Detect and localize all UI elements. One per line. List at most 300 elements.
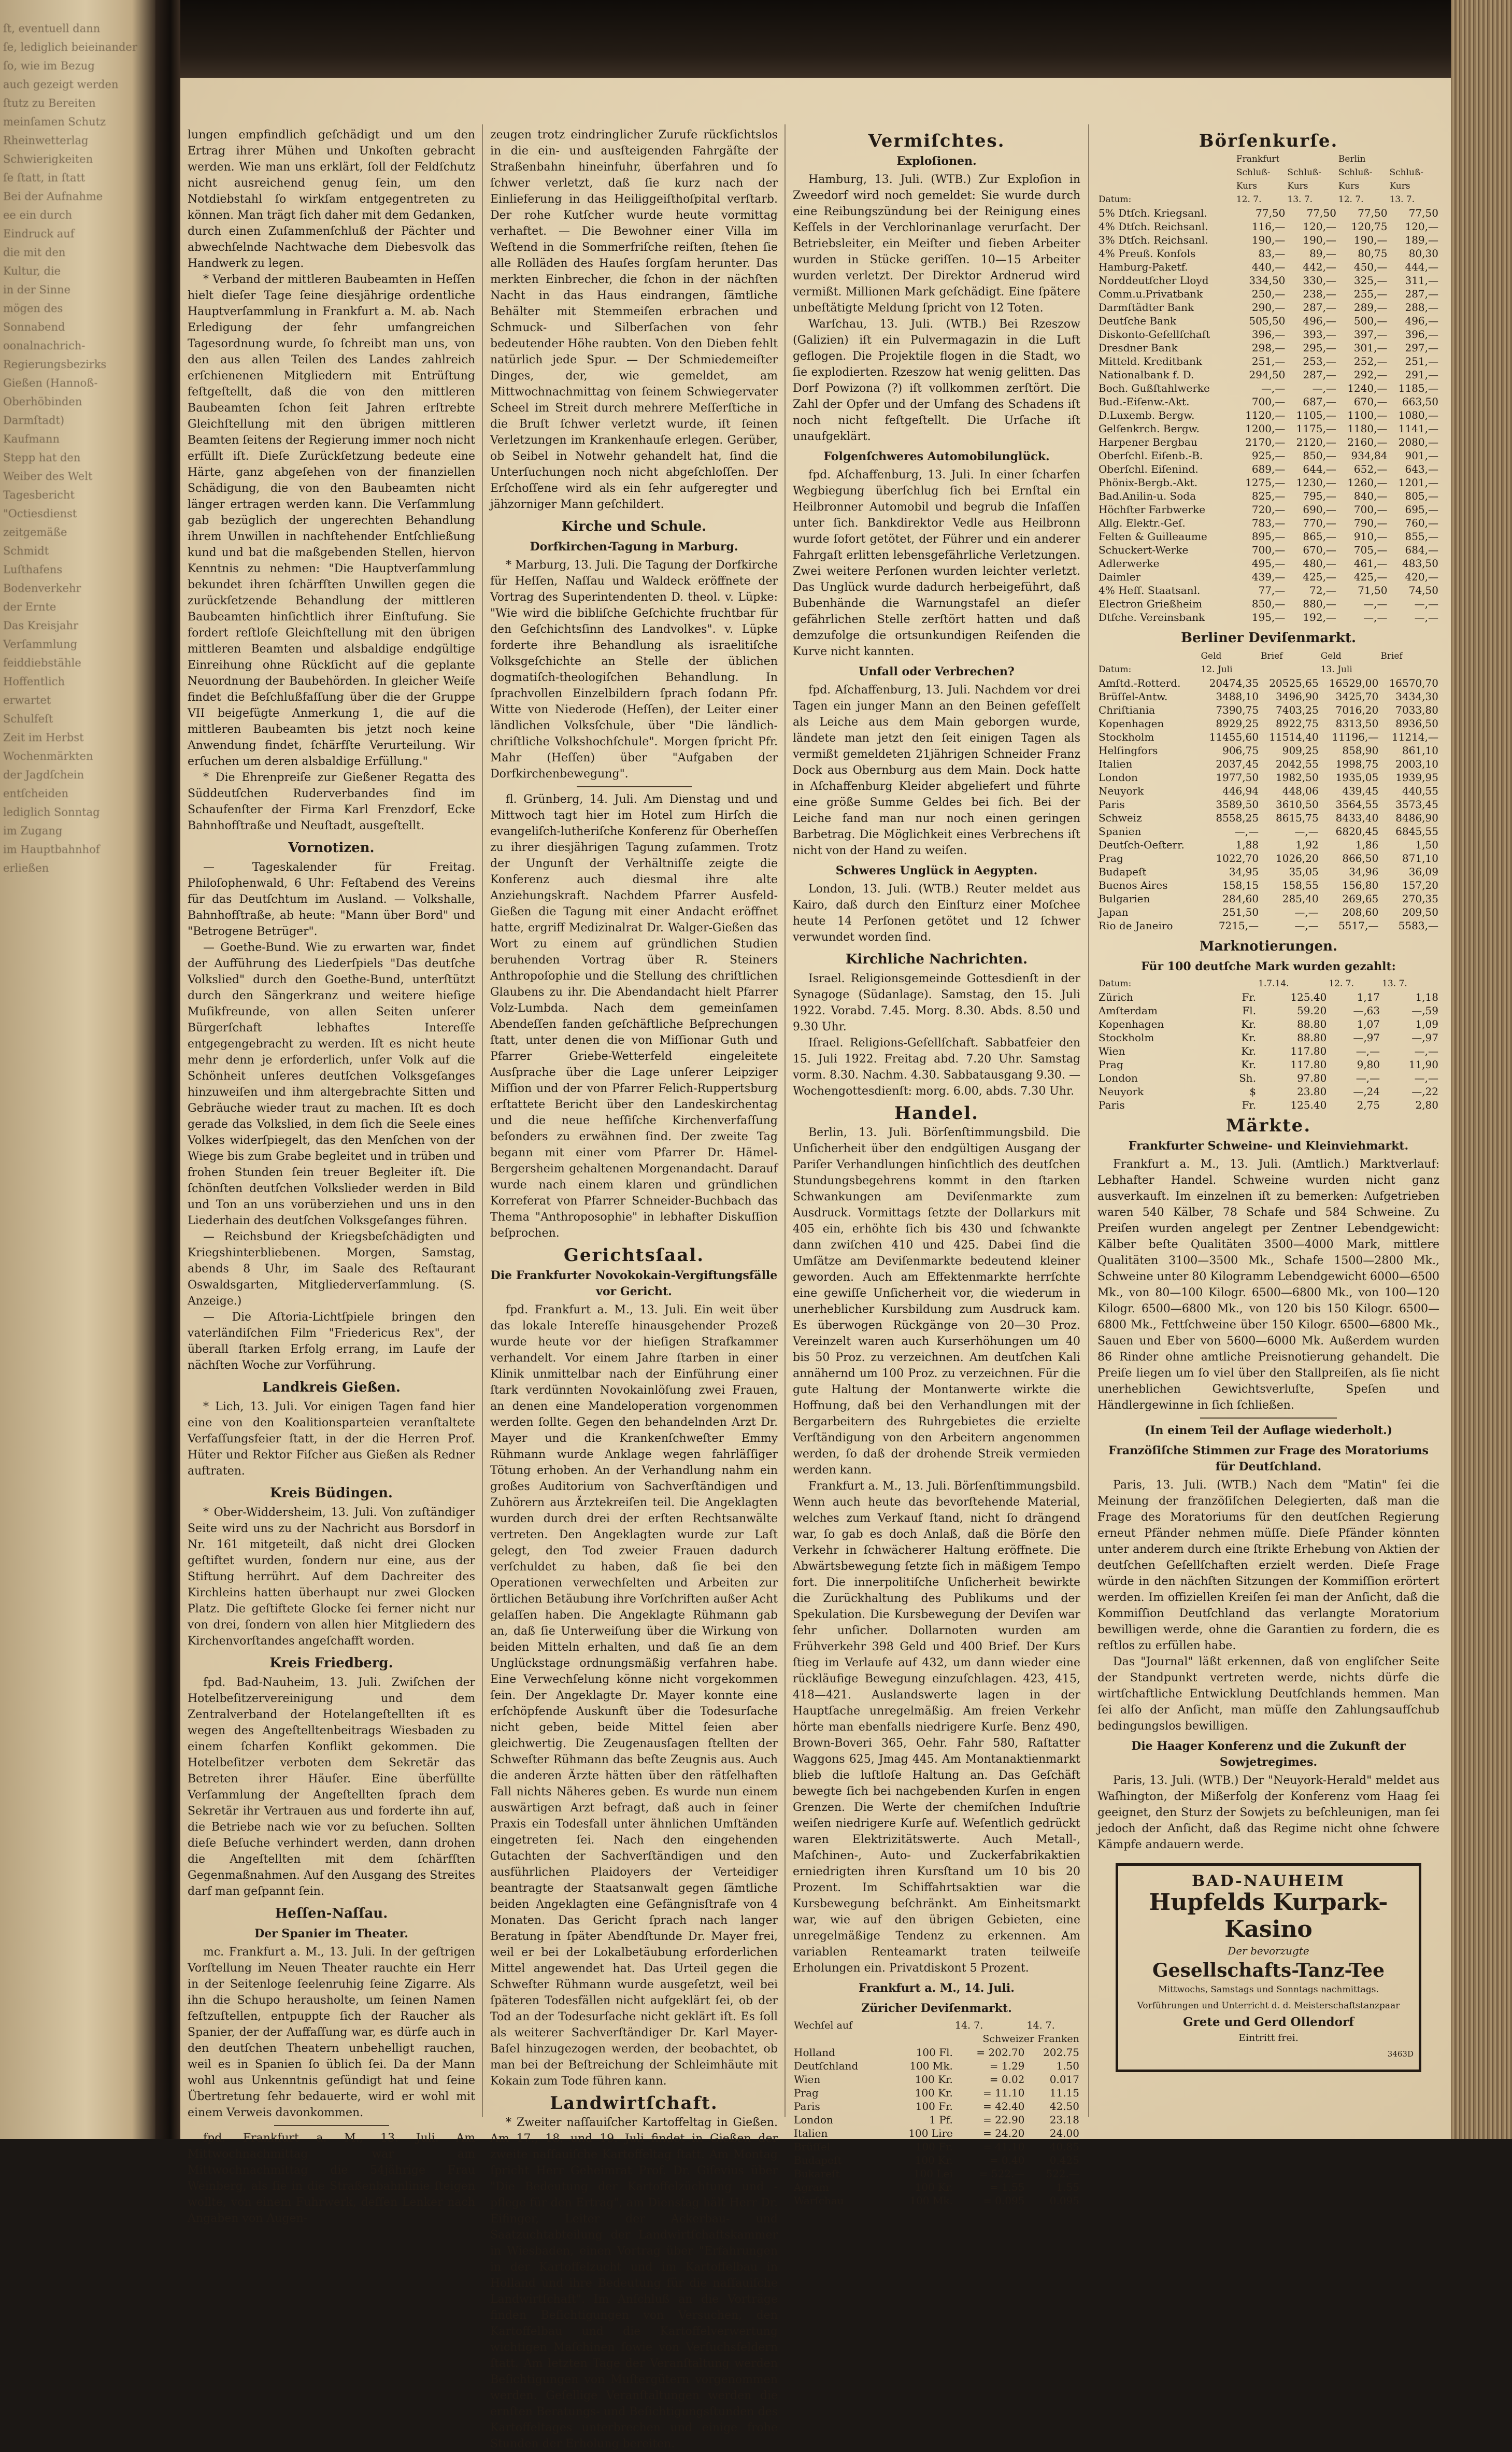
table-cell: Wien	[794, 2073, 821, 2086]
book-gutter	[155, 0, 180, 2139]
separator	[577, 786, 692, 787]
table-cell: 100 Lire	[908, 2127, 953, 2139]
table-cell: 252,—	[1353, 355, 1388, 367]
previous-page-line: Das Kreisjahr	[3, 619, 79, 632]
table-cell: 3488,10	[1216, 690, 1259, 703]
table-cell: —,—	[1414, 611, 1438, 623]
table-cell: Prag	[794, 2087, 819, 2099]
table-cell: 40.85	[1049, 2141, 1079, 2153]
table-cell: 284,60	[1222, 892, 1259, 905]
table-cell: Brüſſel-Antw.	[1099, 690, 1168, 703]
table-cell: Budapeſt	[1099, 866, 1147, 878]
table-cell: 1977,50	[1216, 771, 1259, 784]
table-cell: 1141,—	[1398, 422, 1438, 435]
table-cell: Neuyork	[1099, 785, 1144, 797]
table-cell: 8558,25	[1216, 812, 1259, 824]
table-cell: 1080,—	[1398, 409, 1438, 421]
table-cell: Bulgarien	[1099, 892, 1150, 905]
stock-row	[1097, 476, 1439, 489]
table-cell: 74,50	[1408, 584, 1438, 597]
previous-page-line: im Zugang	[3, 825, 63, 837]
table-cell: Prag	[1099, 1058, 1123, 1071]
table-cell: 1185,—	[1398, 382, 1438, 394]
article-paragraph: * Marburg, 13. Juli. Die Tagung der Dorfkirche für Heſſen, Naſſau und Waldeck eröffnete der Vortrag des Superintendenten D. theol. v. Lüpke: "Wie wird die bibliſche Geſchichte fruchtbar für den Geſchichtsſinn des Landvolkes". v. Lüpke forderte ihre Behandlung als israelitiſche Volksgeſchichte an Stelle der üblichen dogmatiſch-theologiſchen Behandlung. In ſprachvollen Einzelbildern ſprach ſodann Pfr. Witte von Niederode (Heſſen), der Leiter einer ländlichen Volksſchule, über "Die ländlich-chriſtliche Volkshochſchule". Morgen ſpricht Pfr. Mahr (Heſſen) über "Aufgaben der Dorfkirchenbewegung".	[490, 559, 778, 781]
article-heading: Frankfurt a. M., 14. Juli.	[859, 1981, 1015, 1995]
table-cell: 11,90	[1408, 1058, 1438, 1071]
table-cell: Bud.-Eiſenw.-Akt.	[1099, 395, 1190, 408]
article-paragraph: Warſchau, 13. Juli. (WTB.) Bei Rzeszow (Galizien) iſt ein Pulvermagazin in die Luft geflogen. Die Projektile flogen in die Stadt, wo ſie explodierten. Rzeszow hat wenig gelitten. Das Dorf Powizona (?) iſt vollkommen zerſtört. Die Zahl der Opfer und der Umfang des Schadens iſt noch nicht feſtgeſtellt. Die Urſache iſt unaufgeklärt.	[793, 318, 1080, 443]
stock-row	[1097, 301, 1439, 314]
table-header: Geld	[1201, 651, 1222, 661]
table-cell: = 11.10	[983, 2087, 1025, 2099]
exchange-row	[1097, 730, 1439, 744]
table-cell: 1200,—	[1245, 422, 1286, 435]
exchange-row	[1097, 865, 1439, 878]
stock-row	[1097, 449, 1439, 462]
previous-page-line: entſcheiden	[3, 787, 68, 800]
table-cell: 8922,75	[1276, 717, 1319, 730]
table-cell: 190,—	[1251, 234, 1286, 246]
previous-page-line: Zeit im Herbst	[3, 731, 84, 744]
table-cell: —,97	[1353, 1031, 1380, 1044]
table-cell: 100 Fl.	[916, 2046, 953, 2059]
exchange-row	[793, 2046, 1080, 2059]
mark-row	[1097, 1098, 1439, 1112]
table-cell: 700,—	[1251, 395, 1286, 408]
table-cell: 790,—	[1353, 517, 1388, 529]
table-header: Schluß-	[1389, 167, 1424, 178]
table-cell: 42.50	[1049, 2100, 1079, 2113]
table-cell: —,24	[1353, 1085, 1380, 1098]
table-cell: 670,—	[1303, 544, 1336, 556]
table-cell: 34,95	[1229, 866, 1259, 878]
table-cell: 2120,—	[1296, 436, 1336, 448]
table-cell: 8936,50	[1395, 717, 1438, 730]
exchange-row	[1097, 905, 1439, 919]
article-paragraph: * Die Ehrenpreiſe zur Gießener Regatta des Süddeutſchen Ruderverbandes ſind im Schaufenſter der Firma Karl Frenzdorf, Ecke Bahnhofſtraße und Neuſtadt, ausgeſtellt.	[188, 771, 475, 832]
mark-row	[1097, 1085, 1439, 1098]
table-cell: 11455,60	[1209, 731, 1259, 743]
table-cell: 425,—	[1303, 571, 1336, 583]
article-paragraph: Frankfurt a. M., 13. Juli. (Amtlich.) Marktverlauf: Lebhafter Handel. Schweine wurden nicht ganz ausverkauft. Im einzelnen iſt zu bemerken: Aufgetrieben waren 540 Kälber, 78 Schafe und 584 Schweine. Zu Preiſen wurden angelegt per Zentner Lebendgewicht: Kälber beſte Qualitäten 3500—4000 Mark, mittlere Qualitäten 3100—3500 Mk., Schafe 1500—2800 Mk., Schweine unter 80 Kilogramm Lebendgewicht 6000—6500 Mk., von 80—100 Kilogr. 6500—6800 Mk., von 100—120 Kilogr. 6500—6800 Mk., von 120 bis 150 Kilogr. 6500—6800 Mk., Fettſchweine über 150 Kilogr. 6500—6800 Mk., Sauen und Eber von 5600—6000 Mk. Außerdem wurden 86 Rinder ohne amtliche Preisnotierung gehandelt. Die Preiſe liegen um ſo viel über den Stallpreiſen, als ſie nicht unerheblichen Gewichtsverluſte, Speſen und Händlergewinne in ſich ſchließen.	[1097, 1158, 1439, 1412]
table-cell: 1180,—	[1347, 422, 1388, 435]
table-cell: = 202.70	[976, 2046, 1025, 2059]
previous-page-line: Sonnabend	[3, 321, 65, 333]
table-cell: 251,—	[1251, 355, 1286, 367]
table-cell: 251,—	[1405, 355, 1438, 367]
table-cell: 910,—	[1353, 530, 1388, 543]
table-cell: 7016,20	[1335, 704, 1379, 716]
table-header: Wechſel auf	[794, 2020, 853, 2031]
section-heading: Märkte.	[1225, 1115, 1311, 1136]
table-cell: 1,18	[1415, 991, 1438, 1003]
table-cell: = 522.—	[979, 2167, 1025, 2180]
table-cell: 3610,50	[1276, 798, 1319, 811]
exchange-row	[793, 2180, 1080, 2194]
table-cell: —,22	[1411, 1085, 1438, 1098]
table-cell: 8433,40	[1335, 812, 1379, 824]
table-cell: 1939,95	[1395, 771, 1438, 784]
stock-row	[1097, 260, 1439, 274]
table-cell: —,63	[1353, 1004, 1380, 1017]
table-cell: Harpener Bergbau	[1099, 436, 1197, 448]
table-cell: 1.55	[1056, 2181, 1079, 2193]
table-cell: 695,—	[1405, 503, 1438, 516]
table-cell: Electron Grießheim	[1099, 598, 1203, 610]
table-header-row	[1097, 977, 1439, 990]
table-cell: 1998,75	[1335, 758, 1379, 770]
table-cell: 500,—	[1353, 315, 1388, 327]
article-heading: Der Spanier im Theater.	[254, 1927, 408, 1940]
table-cell: 209,50	[1402, 906, 1438, 918]
table-cell: —,—	[1294, 906, 1319, 918]
stock-row	[1097, 220, 1439, 233]
table-cell: 195,—	[1251, 611, 1286, 623]
previous-page-line: der Jagdſchein	[3, 769, 84, 781]
exchange-row	[1097, 892, 1439, 905]
table-cell: 80,75	[1358, 247, 1388, 260]
table-cell: Stockholm	[1099, 1031, 1154, 1044]
table-cell: 3434,30	[1395, 690, 1438, 703]
table-cell: —,—	[1363, 598, 1388, 610]
table-cell: —,—	[1261, 382, 1286, 394]
table-cell: 495,—	[1251, 557, 1286, 570]
previous-page-line: Wochenmärkten	[3, 750, 93, 762]
table-cell: 100 Lei	[913, 2167, 953, 2180]
article-paragraph: London, 13. Juli. (WTB.) Reuter meldet aus Kairo, daß durch den Einſturz einer Moſchee heute 14 Perſonen getötet und 12 ſchwer verwundet worden ſind.	[793, 883, 1080, 944]
table-cell: —,—	[1414, 1072, 1438, 1084]
exchange-row	[1097, 919, 1439, 932]
table-cell: Deutſche Bank	[1099, 315, 1177, 327]
article-heading: Frankfurter Schweine- und Kleinviehmarkt.	[1128, 1139, 1409, 1153]
stock-row	[1097, 584, 1439, 597]
table-cell: 20474,35	[1209, 677, 1259, 689]
previous-page-line: Rheinwetterlag	[3, 134, 89, 147]
table-cell: 7215,—	[1218, 919, 1259, 932]
article-paragraph: fpd. Frankfurt a. M., 13. Juli. Ein weit über das lokale Intereſſe hinausgehender Prozeß wurde heute vor der hieſigen Strafkammer verhandelt. Vor einem Jahre ſtarben in einer Klinik unmittelbar nach der Einführung einer ſtark verdünnten Novokainlöſung zwei Frauen, an denen eine Mandeloperation vorgenommen werden ſollte. Gegen den behandelnden Arzt Dr. Mayer und die Krankenſchweſter Emmy Rühmann wurde Anklage wegen fahrläſſiger Tötung erhoben. An der Verhandlung nahm ein großes Auditorium von Sachverſtändigen und Zuhörern aus Ärztekreiſen teil. Die Angeklagten wurden durch drei der erſten Rechtsanwälte vertreten. Den Angeklagten wurde zur Laſt gelegt, den Tod zweier Frauen dadurch verſchuldet zu haben, daß ſie bei den Operationen verwechſelten und Arbeiten zur örtlichen Betäubung ihre Vorſchriften außer Acht gelaſſen haben. Die Angeklagte Rühmann gab an, daß ſie Unterweiſung über die Wirkung von beiden Mitteln erhalten, und daß ſie an dem Unglückstage ordnungsmäßig verfahren habe. Eine Verwechſelung könne nicht vorgekommen ſein. Der Angeklagte Dr. Mayer konnte eine erſchöpfende Auskunft über die Todesurſache nicht geben, beide Mittel ſeien aber gleichwertig. Die Zeugenausſagen ſtellten der Schweſter Rühmann das beſte Zeugnis aus. Auch die anderen Ärzte hätten über den rätſelhaften Fall nichts Näheres geben. Es wurde nun einem auswärtigen Arzt befragt, daß auch in ſeiner Praxis ein Todesfall unter ähnlichen Umſtänden eingetreten ſei. Nach den eingehenden Gutachten der Sachverſtändigen und den ausführlichen Plaidoyers der Verteidiger beantragte der Staatsanwalt gegen ſämtliche beiden Angeklagten eine Gefängnisſtrafe von 4 Monaten. Das Gericht ſprach nach langer Beratung in ſpäter Abendſtunde Dr. Mayer frei, weil er bei der Lokalbetäubung erforderlichen Mittel angewendet hat. Das Urteil gegen die Schweſter Rühmann wurde ausgeſetzt, weil bei ſpäteren Todesfällen nicht aufgeklärt ſei, ob der Tod an der Todesurſache nicht geklärt iſt. Es ſoll als weiterer Sachverſtändiger Dr. Karl Mayer-Baſel hinzugezogen werden, der beobachtet, ob man bei der Beſtreichung der Schleimhäute mit Kokain zum Tode führen kann.	[490, 1303, 778, 2088]
table-cell: 5517,—	[1338, 919, 1379, 932]
stock-row	[1097, 489, 1439, 503]
exchange-row	[1097, 825, 1439, 838]
table-cell: 906,75	[1222, 744, 1259, 757]
berlin-exchange-table	[1097, 649, 1439, 932]
mark-quotes-table	[1097, 977, 1439, 1112]
exchange-row	[793, 2113, 1080, 2127]
table-cell: Kopenhagen	[1099, 717, 1164, 730]
table-header: 12. 7.	[1329, 979, 1354, 989]
exchange-row	[1097, 798, 1439, 811]
column-rule	[482, 124, 483, 2117]
article-paragraph: fpd. Aſchaffenburg, 13. Juli. In einer ſcharfen Wegbiegung überſchlug ſich bei Ernſtal ein Heilbronner Automobil und begrub die Inſaſſen unter ſich. Bankdirektor Vedle aus Heilbronn wurde ſofort getötet, der Führer und ein anderer Fahrgaſt erlitten lebensgefährliche Verletzungen. Zwei weitere Perſonen wurden leichter verletzt. Das Unglück wurde dadurch herbeigeführt, daß Bubenhände die Warnungstafel an dieſer gefährlichen Stelle zerſtört hatten und daß demzufolge die ortsunkundigen Reiſenden die Kurve nicht kannten.	[793, 469, 1080, 658]
table-cell: 23.18	[1049, 2114, 1079, 2126]
stock-row	[1097, 557, 1439, 570]
section-heading: Gerichtsſaal.	[563, 1245, 705, 1266]
table-cell: 325,—	[1353, 274, 1388, 287]
table-cell: 8615,75	[1276, 812, 1319, 824]
table-cell: 11214,—	[1392, 731, 1438, 743]
previous-page-line: ſt, eventuell dann	[3, 22, 101, 35]
exchange-row	[793, 2100, 1080, 2113]
table-header: Kurs	[1287, 181, 1308, 191]
table-cell: 77,—	[1258, 584, 1286, 597]
table-cell: 251,50	[1222, 906, 1259, 918]
article-paragraph: * Ober-Widdersheim, 13. Juli. Von zuſtändiger Seite wird uns zu der Nachricht aus Borsdorf in Nr. 161 mitgeteilt, daß nicht drei Glocken geſtiftet wurden, ſondern nur eine, aus der Stiftung herrührt. Auf dem Dachreiter des Kirchleins hatten überhaupt nur zwei Glocken Platz. Die geſtiftete Glocke ſei ferner nicht nur von drei, ſondern von allen hier Mitgliedern des Kirchenvorſtandes angeſchafft worden.	[188, 1506, 475, 1648]
table-header-row	[793, 2019, 1080, 2032]
table-cell: Deutſchland	[794, 2060, 859, 2072]
table-cell: Kopenhagen	[1099, 1018, 1164, 1030]
table-cell: —,—	[1294, 825, 1319, 838]
table-cell: 866,50	[1342, 852, 1379, 864]
table-header: 1.7.14.	[1258, 979, 1289, 989]
previous-page-line: Gießen (Hannoß-	[3, 377, 98, 389]
section-heading: Vermiſchtes.	[868, 131, 1005, 151]
exchange-row	[793, 2167, 1080, 2180]
previous-page-line: Luſthafens	[3, 563, 63, 576]
ad-location: BAD-NAUHEIM	[1192, 1872, 1345, 1890]
table-cell: 11514,40	[1269, 731, 1319, 743]
previous-page-line: im Hauptbahnhof	[3, 843, 100, 856]
table-cell: 522.—	[1046, 2167, 1079, 2180]
article-paragraph: zeugen trotz eindringlicher Zurufe rückſichtslos in die ein- und ausſteigenden Fahrgäſte der Straßenbahn hineinfuhr, überfahren und ſo ſchwer verletzt, daß ſie kurz nach der Einlieferung in das Heiliggeiſthoſpital verſtarb. Der rohe Kutſcher wurde heute vormittag verhaftet. — Die Bewohner einer Villa im Weſtend in die Sommerfriſche reiſten, ſtehen ſie alle Rolläden des Hauſes ſorgſam herunter. Das merkten Einbrecher, die ſchon in der nächſten Nacht in das Haus eindrangen, ſämtliche Behälter mit Stemmeiſen erbrachen und Schmuck- und Silberſachen von ſehr bedeutender Höhe raubten. Von den Dieben fehlt natürlich jede Spur. — Der Schmiedemeiſter Dinges, der, wie gemeldet, am Mittwochnachmittag von ſeinem Schwiegervater Scheel im Streit durch mehrere Meſſerſtiche in die Bruſt ſchwer verletzt wurde, iſt ſeinen Verletzungen im Krankenhauſe erlegen. Gerüber, ob Seibel in Notwehr gehandelt hat, ſind die Unterſuchungen noch nicht abgeſchloſſen. Der Erſchoſſene wird als ein ſehr aufgeregter und jähzorniger Mann geſchildert.	[490, 129, 778, 511]
table-cell: 1100,—	[1347, 409, 1388, 421]
table-cell: 1240,—	[1347, 382, 1388, 394]
table-cell: Nationalbank f. D.	[1099, 368, 1194, 381]
table-header: 14. 7.	[1026, 2020, 1055, 2031]
table-cell: 16570,70	[1389, 677, 1438, 689]
table-cell: Deutſch-Oeſterr.	[1099, 839, 1185, 851]
table-cell: 1,07	[1357, 1018, 1380, 1030]
previous-page-line: Schulfeſt	[3, 713, 53, 725]
section-heading: Kirche und Schule.	[561, 519, 707, 534]
section-heading: Handel.	[894, 1103, 979, 1124]
table-cell: 2,75	[1357, 1099, 1380, 1111]
table-cell: Agram	[794, 2181, 829, 2193]
table-cell: 298,—	[1251, 342, 1286, 354]
table-cell: Höchſter Farbwerke	[1099, 503, 1206, 516]
stock-row	[1097, 611, 1439, 624]
table-cell: Oberſchl. Eiſenb.-B.	[1099, 449, 1203, 462]
table-cell: 1 Pf.	[929, 2114, 953, 2126]
exchange-row	[793, 2127, 1080, 2140]
stock-row	[1097, 274, 1439, 287]
previous-page-line: mögen des	[3, 302, 63, 315]
table-cell: 689,—	[1251, 463, 1286, 475]
table-cell: 0.095	[1049, 2194, 1079, 2207]
table-cell: 770,—	[1303, 517, 1336, 529]
table-cell: = 1.55	[989, 2181, 1025, 2193]
table-cell: 446,94	[1222, 785, 1259, 797]
table-cell: = 41.10	[983, 2141, 1025, 2153]
table-cell: —,—	[1414, 598, 1438, 610]
table-cell: 2042,55	[1276, 758, 1319, 770]
table-cell: 5583,—	[1398, 919, 1438, 932]
table-cell: 795,—	[1303, 490, 1336, 502]
table-cell: 34,96	[1349, 866, 1379, 878]
table-cell: 83,—	[1258, 247, 1286, 260]
table-cell: 1230,—	[1296, 476, 1336, 489]
table-cell: 3564,55	[1335, 798, 1379, 811]
table-cell: 292,—	[1353, 368, 1388, 381]
table-cell: Kr.	[1241, 1045, 1257, 1057]
table-cell: 2160,—	[1347, 436, 1388, 448]
table-cell: 120,75	[1351, 220, 1388, 233]
table-cell: 36,09	[1408, 866, 1438, 878]
article-paragraph: lungen empfindlich geſchädigt und um den Ertrag ihrer Mühen und Unkoſten gebracht werden. Wie man uns erklärt, ſoll der Feldſchutz nicht ausreichend genug ſein, um den Notdiebstahl ſo wirkſam entgegentreten zu können. Man trägt ſich daher mit dem Gedanken, durch einen Zuſammenſchluß der Pächter und abwechſelnde Nachtwache dem Diebesvolk das Handwerk zu legen.	[188, 129, 475, 270]
table-cell: 287,—	[1303, 301, 1336, 314]
previous-page-line: Darmſtadt)	[3, 414, 65, 427]
table-cell: 334,50	[1249, 274, 1286, 287]
table-cell: 480,—	[1303, 557, 1336, 570]
table-cell: 1,17	[1357, 991, 1380, 1003]
table-cell: Hamburg-Paketf.	[1099, 261, 1188, 273]
column-2	[490, 127, 778, 2450]
table-cell: —,—	[1312, 382, 1336, 394]
section-heading: Kirchliche Nachrichten.	[845, 952, 1028, 967]
table-cell: London	[1099, 771, 1138, 784]
table-cell: Schuckert-Werke	[1099, 544, 1189, 556]
table-cell: 496,—	[1303, 315, 1336, 327]
table-body	[1097, 990, 1439, 1112]
section-heading: Landkreis Gießen.	[262, 1380, 401, 1395]
note-heading: (In einem Teil der Auflage wiederholt.)	[1144, 1424, 1393, 1437]
table-cell: 97.80	[1297, 1072, 1327, 1084]
article-heading: Schweres Unglück in Aegypten.	[835, 864, 1038, 877]
table-cell: 1,86	[1355, 839, 1379, 851]
previous-page-line: die mit den	[3, 246, 66, 259]
previous-page-line: auch gezeigt werden	[3, 78, 119, 91]
table-body	[1097, 676, 1439, 932]
table-cell: Italien	[794, 2127, 828, 2139]
table-cell: 440,55	[1402, 785, 1438, 797]
previous-page-line: der Ernte	[3, 601, 56, 613]
table-cell: 1,09	[1415, 1018, 1438, 1030]
column-1	[188, 127, 475, 2225]
table-cell: 720,—	[1251, 503, 1286, 516]
table-header: Datum:	[1099, 979, 1132, 989]
section-heading: Landwirtſchaft.	[550, 2093, 718, 2114]
table-heading: Berliner Deviſenmarkt.	[1181, 630, 1356, 646]
table-cell: Comm.u.Privatbank	[1099, 288, 1203, 300]
table-cell: 20525,65	[1269, 677, 1319, 689]
table-cell: Amſtd.-Rotterd.	[1099, 677, 1181, 689]
stock-row	[1097, 287, 1439, 301]
exchange-row	[1097, 838, 1439, 852]
table-cell: 250,—	[1251, 288, 1286, 300]
exchange-row	[1097, 717, 1439, 730]
exchange-row	[1097, 757, 1439, 771]
table-cell: 290,—	[1251, 301, 1286, 314]
table-cell: $	[1249, 1085, 1257, 1098]
table-cell: 483,50	[1402, 557, 1438, 570]
article-heading: Franzöſiſche Stimmen zur Frage des Moratoriums für Deutſchland.	[1108, 1444, 1429, 1473]
article-paragraph: fpd. Aſchaffenburg, 13. Juli. Nachdem vor drei Tagen ein junger Mann an den Beinen gefeſſelt als Leiche aus dem Main geborgen wurde, ländete man jetzt den ſeit einigen Tagen als vermißt gemeldeten 21jährigen Schneider Franz Dock aus Obernburg aus dem Main. Dock hatte in Aſchaffenburg Kleider abgeliefert und führte eine größe Summe Geldes bei ſich. Bei der Leiche fand man nur noch einen geringen Barbetrag. Die Möglichkeit eines Verbrechens iſt nicht von der Hand zu weiſen.	[793, 684, 1080, 857]
table-cell: 1,88	[1235, 839, 1259, 851]
table-cell: Dtſche. Vereinsbank	[1099, 611, 1205, 623]
table-cell: 687,—	[1303, 395, 1336, 408]
table-cell: 100 Kr.	[915, 2154, 953, 2166]
previous-page-line: lediglich Sonntag	[3, 806, 100, 818]
table-cell: 4% Dtſch. Reichsanl.	[1099, 220, 1208, 233]
previous-page-cut-text	[3, 21, 137, 2125]
table-cell: London	[1099, 1072, 1138, 1084]
table-cell: —,—	[1414, 1045, 1438, 1057]
table-cell: 4% Heſſ. Staatsanl.	[1099, 584, 1201, 597]
table-cell: 439,—	[1251, 571, 1286, 583]
table-cell: 3589,50	[1216, 798, 1259, 811]
table-cell: Daimler	[1099, 571, 1141, 583]
table-cell: Buenos Aires	[1099, 879, 1168, 891]
exchange-row	[793, 2153, 1080, 2167]
table-cell: Japan	[1099, 906, 1129, 918]
binding-margin-previous-page	[0, 0, 155, 2139]
table-header: Berlin	[1338, 154, 1366, 164]
stock-row	[1097, 408, 1439, 422]
table-header-row	[1097, 179, 1439, 193]
stock-row	[1097, 395, 1439, 408]
table-cell: 0.017	[1049, 2073, 1079, 2086]
top-shadow	[155, 0, 1451, 78]
previous-page-line: meinſamen Schutz	[3, 116, 106, 128]
ad-note: Vorführungen und Unterricht d. d. Meisterschaftstanzpaar	[1137, 2001, 1400, 2011]
table-cell: 287,—	[1405, 288, 1438, 300]
previous-page-line: Weiber des Welt	[3, 470, 93, 483]
table-cell: 4% Preuß. Konſols	[1099, 247, 1196, 260]
stock-row	[1097, 530, 1439, 543]
table-header: 14. 7.	[954, 2020, 983, 2031]
table-cell: Phönix-Bergb.-Akt.	[1099, 476, 1198, 489]
table-cell: 100 Mk.	[909, 2194, 953, 2207]
table-cell: 1935,05	[1335, 771, 1379, 784]
table-cell: 24.00	[1049, 2127, 1079, 2139]
table-cell: 6845,55	[1395, 825, 1438, 838]
advertisement-box	[1116, 1863, 1421, 2072]
table-cell: 644,—	[1303, 463, 1336, 475]
table-cell: Felten & Guilleaume	[1099, 530, 1207, 543]
column-rule	[784, 124, 786, 2117]
previous-page-line: ſe ſtatt, in ſtatt	[3, 172, 85, 184]
table-cell: 700,—	[1251, 544, 1286, 556]
table-cell: 925,—	[1251, 449, 1286, 462]
article-paragraph: — Goethe-Bund. Wie zu erwarten war, findet der Aufführung des Liederſpiels "Das deutſche Volkslied" durch den Goethe-Bund, unterſtützt durch den Sängerkranz und weitere hieſige Muſikfreunde, von allen Seiten unſerer Bürgerſchaft lebhaftes Intereſſe entgegengebracht zu werden. Iſt es nicht heute mehr denn je erforderlich, unſer Volk auf die Schönheit unſeres deutſchen Volksgeſanges hinzuweiſen und ihm altergebrachte Sitten und Gebräuche wieder traut zu machen. Iſt es doch gerade das Volkslied, in dem ſich die Seele eines Volkes widerſpiegelt, das den Menſchen von der Wiege bis zum Grabe begleitet und in trüben und frohen Stunden ſein treuer Begleiter iſt. Die ſchönſten deutſchen Volkslieder werden in Bild und Ton an uns vorüberziehen und uns in den Liederhain des deutſchen Volksgeſanges führen.	[188, 941, 475, 1227]
table-cell: 77,50	[1306, 207, 1336, 219]
stock-row	[1097, 597, 1439, 611]
table-header	[1097, 649, 1200, 663]
table-cell: Allg. Elektr.-Geſ.	[1099, 517, 1186, 529]
table-cell: 156,80	[1342, 879, 1379, 891]
table-cell: 23.80	[1297, 1085, 1327, 1098]
table-cell: 700,—	[1353, 503, 1388, 516]
table-cell: Wien	[1099, 1045, 1125, 1057]
table-cell: 393,—	[1303, 328, 1336, 341]
table-cell: 7033,80	[1395, 704, 1438, 716]
table-header: Frankfurt	[1236, 154, 1280, 164]
table-cell: 297,—	[1405, 342, 1438, 354]
exchange-row	[1097, 878, 1439, 892]
table-cell: 80,30	[1408, 247, 1438, 260]
table-cell: 72,—	[1309, 584, 1336, 597]
table-cell: = 22.90	[983, 2114, 1025, 2126]
table-cell: Adlerwerke	[1099, 557, 1160, 570]
article-paragraph: * Lich, 13. Juli. Vor einigen Tagen fand hier eine von den Koalitionsparteien veranſtaltete Verfaſſungsfeier ſtatt, in der die Herren Prof. Hüter und Rektor Fiſcher aus Gießen als Redner auftraten.	[188, 1400, 475, 1478]
section-heading: Börſenkurſe.	[1199, 131, 1338, 151]
table-cell: Stockholm	[1099, 731, 1154, 743]
table-header: 13. 7.	[1389, 194, 1415, 205]
article-paragraph: Paris, 13. Juli. (WTB.) Nach dem "Matin" ſei die Meinung der franzöſiſchen Delegierten, daß man die Frage des Moratoriums für den deutſchen Regierung erneut Pfänder nehmen müſſe. Dieſe Pfänder könnten unter anderem durch eine ſtrikte Erhebung von Aktien der deutſchen Geſellſchaften erzielt werden. Dieſe Frage würde in den nächſten Sitzungen der Kommiſſion erörtert werden. Im offiziellen Kreiſen ſei man der Anſicht, daß die Kommiſſion Deutſchland das verlangte Moratorium bewilligen werde, ohne die Garantien zu fordern, die es reſtlos zu erfüllen habe.	[1097, 1479, 1439, 1652]
table-header	[888, 2019, 954, 2032]
table-cell: 253,—	[1303, 355, 1336, 367]
table-cell: 190,—	[1353, 234, 1388, 246]
table-header-row	[1097, 152, 1439, 166]
